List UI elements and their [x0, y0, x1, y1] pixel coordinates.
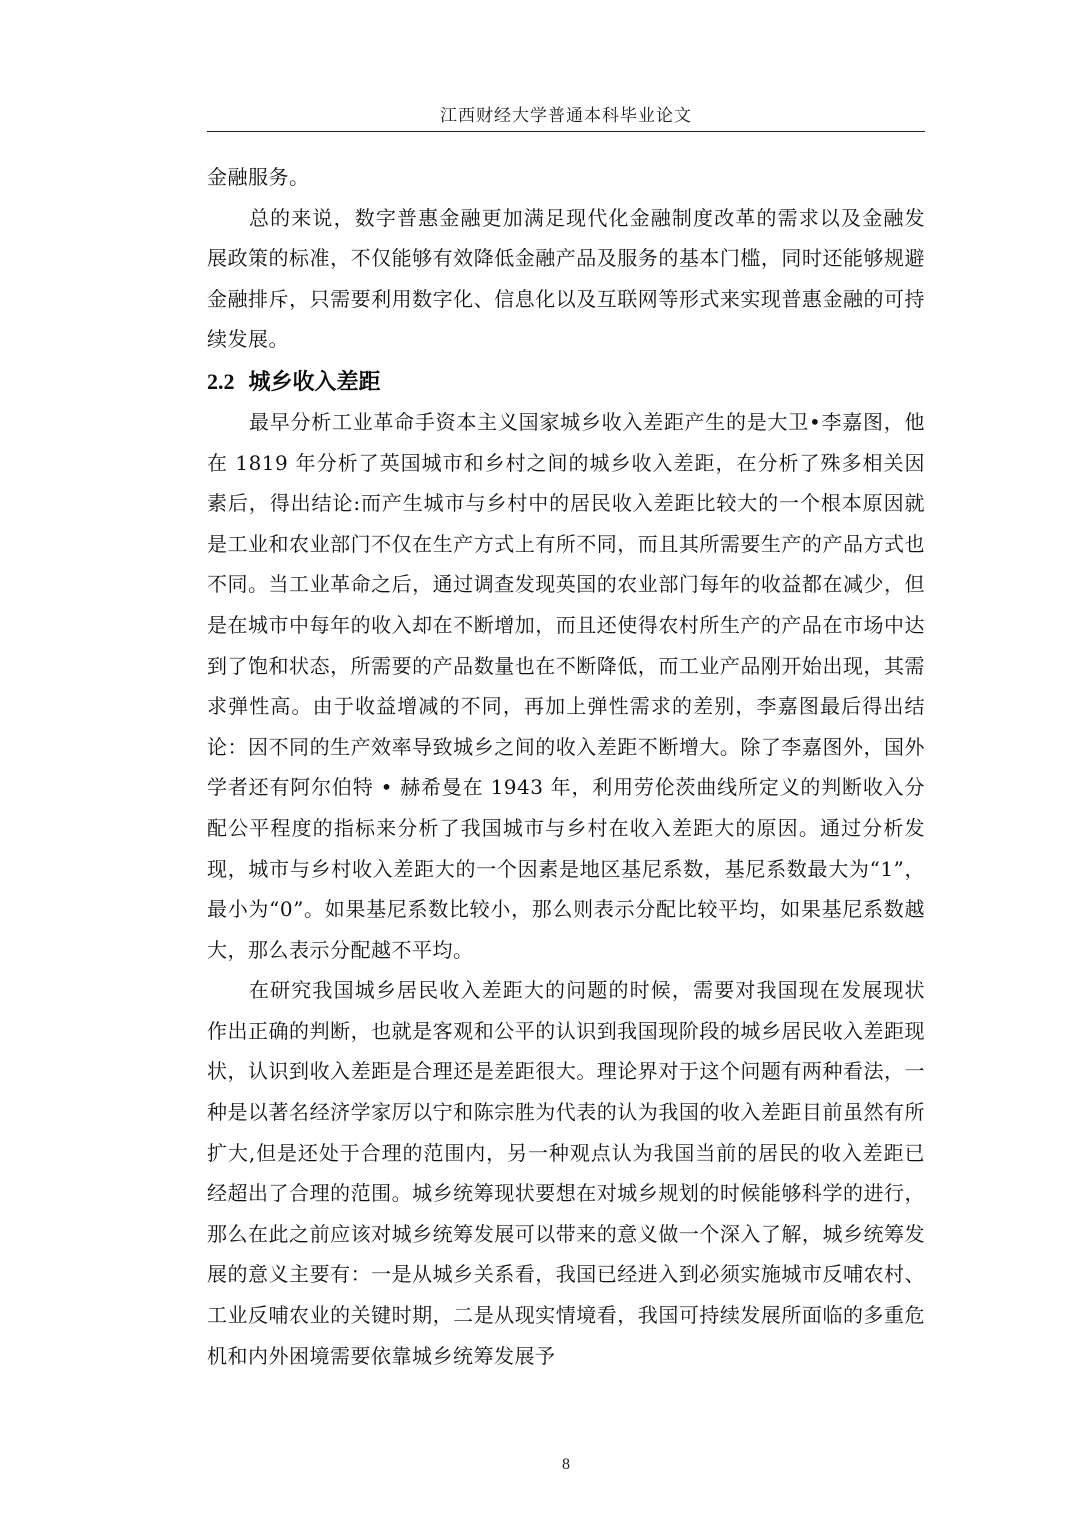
header-divider [207, 131, 925, 132]
paragraph-ricardo: 最早分析工业革命手资本主义国家城乡收入差距产生的是大卫•李嘉图，他在 1819 年分析了英国城市和乡村之间的城乡收入差距，在分析了殊多相关因素后，得出结论:而产生城市与乡村中的居民收入差距比较大的一个根本原因就是工业和农业部门不仅在生产方式上有所不同，而且其所需要生产的产品方式也不同。当工业革命之后，通过调查发现英国的农业部门每年的收益都在减少，但是在城市中每年的收入却在不断增加，而且还使得农村所生产的产品在市场中达到了饱和状态，所需要的产品数量也在不断降低，而工业产品刚开始出现，其需求弹性高。由于收益增减的不同，再加上弹性需求的差别，李嘉图最后得出结论：因不同的生产效率导致城乡之间的收入差距不断增大。除了李嘉图外，国外学者还有阿尔伯特 • 赫希曼在 1943 年，利用劳伦茨曲线所定义的判断收入分配公平程度的指标来分析了我国城市与乡村在收入差距大的原因。通过分析发现，城市与乡村收入差距大的一个因素是地区基尼系数，基尼系数最大为“1”，最小为“0”。如果基尼系数比较小，那么则表示分配比较平均，如果基尼系数越大，那么表示分配越不平均。 [207, 409, 925, 962]
paragraph-research: 在研究我国城乡居民收入差距大的问题的时候，需要对我国现在发展现状作出正确的判断，也就是客观和公平的认识到我国现阶段的城乡居民收入差距现状，认识到收入差距是合理还是差距很大。理论界对于这个问题有两种看法，一种是以著名经济学家厉以宁和陈宗胜为代表的认为我国的收入差距目前虽然有所扩大,但是还处于合理的范围内，另一种观点认为我国当前的居民的收入差距已经超出了合理的范围。城乡统筹现状要想在对城乡规划的时候能够科学的进行，那么在此之前应该对城乡统筹发展可以带来的意义做一个深入了解，城乡统筹发展的意义主要有：一是从城乡关系看，我国已经进入到必须实施城市反哺农村、工业反哺农业的关键时期，二是从现实情境看，我国可持续发展所面临的多重危机和内外困境需要依靠城乡统筹发展予 [207, 978, 925, 1368]
section-heading [207, 362, 925, 402]
section-number: 2.2 [207, 368, 235, 394]
paragraph-continuation: 金融服务。 [207, 165, 310, 189]
page-number: 8 [562, 1456, 570, 1473]
page-header-title: 江西财经大学普通本科毕业论文 [440, 106, 692, 126]
document-body [207, 157, 925, 1376]
paragraph-summary: 总的来说，数字普惠金融更加满足现代化金融制度改革的需求以及金融发展政策的标准，不仅能够有效降低金融产品及服务的基本门槛，同时还能够规避金融排斥，只需要利用数字化、信息化以及互联网等形式来实现普惠金融的可持续发展。 [207, 205, 925, 352]
section-title: 城乡收入差距 [248, 369, 381, 395]
